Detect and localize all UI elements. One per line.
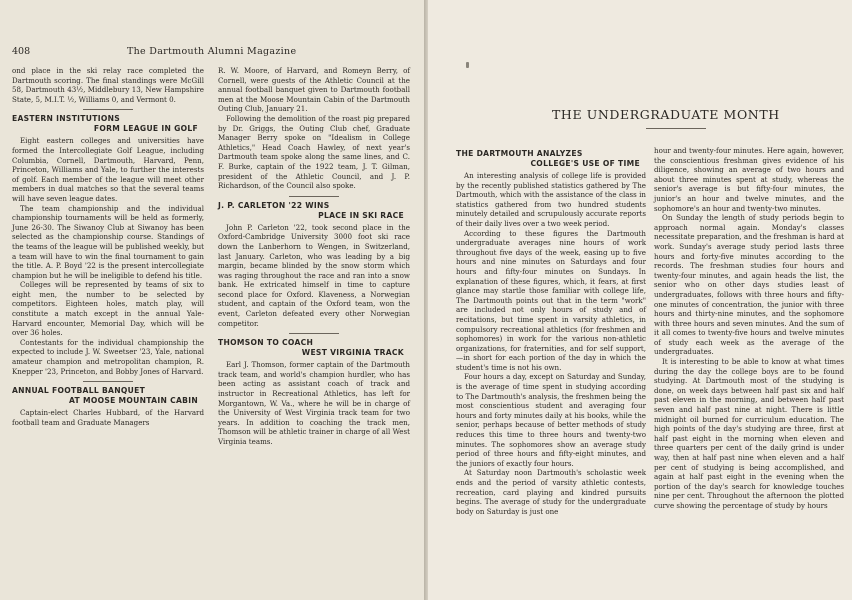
divider	[83, 381, 133, 382]
divider	[83, 109, 133, 110]
paragraph: Eight eastern colleges and universities have formed the Intercollegiate Golf League, including Columbia, Cornell, Dartmouth, Harvard, Penn, Princeton, Williams and Yale, to further the interests of golf. Each member of the league will meet other members in dual matches so that the several teams will have seven league dates.	[12, 136, 204, 203]
paragraph: Captain-elect Charles Hubbard, of the Harvard football team and Graduate Managers	[12, 408, 204, 427]
divider	[289, 333, 339, 334]
paragraph: It is interesting to be able to know at what times during the day the college boys are to be found studying. At Dartmouth most of the studying is done, on week days between half past six and half past eleven in the morning, and between half past seven and half past nine at night. There is little midnight oil burned for curriculum education. The high points of the day's studying are three, first at half past eight in the morning when eleven and three quarters per cent of the daily grind is under way, then at half past nine when eleven and a half per cent of studying is being accomplished, and again at half past eight in the evening when the portion of the day's search for knowledge touches nine per cent. Throughout the afternoon the plotted curve showing the percentage of study by hours	[654, 357, 844, 510]
running-title: The Dartmouth Alumni Magazine	[127, 46, 297, 57]
article-heading-ski	[218, 201, 410, 221]
section-title: THE UNDERGRADUATE MONTH	[552, 107, 780, 122]
heading-line-2: WEST VIRGINIA TRACK	[301, 348, 404, 358]
heading-line-2: AT MOOSE MOUNTAIN CABIN	[68, 396, 198, 406]
paragraph: Four hours a day, except on Saturday and Sunday, is the average of time spent in studying according to The Dartmouth's analysis, the freshmen being the most conscientious student and averaging four hours and forty minutes daily at his books, while the senior, perhaps because of better methods of study reduces this time to three hours and twenty-two minutes. The sophomores show an average study period of three hours and fifty-eight minutes, and the juniors of exactly four hours.	[456, 372, 646, 468]
left-column-2	[218, 66, 410, 447]
paragraph: R. W. Moore, of Harvard, and Romeyn Berry, of Cornell, were guests of the Athletic Council at the annual football banquet given to Dartmouth football men at the Moose Mountain Cabin of the Dartmouth Outing Club, January 21.	[218, 66, 410, 114]
article-heading-track	[218, 338, 410, 358]
paragraph: According to these figures the Dartmouth undergraduate averages nine hours of work throughout five days of the week, easing up to five hours and nine minutes on Saturdays and four hours and fifty-four minutes on Sundays. In explanation of these figures, which, it fears, at first glance may startle those familiar with college life, The Dartmouth points out that in the term "work" are included not only hours of study and of recitations, but time spent in varsity athletics, in compulsory recreational athletics (for freshmen and sophomores) in work for the various non-athletic organizations, for fraternities, and for self support,—in short for each portion of the day in which the student's time is not his own.	[456, 228, 646, 372]
divider	[289, 196, 339, 197]
paragraph: The team championship and the individual championship tournaments will be held as formerly, June 26-30. The Siwanoy Club at Siwanoy has been selected as the championship course. Standings of the teams of the league will be published weekly, but a team will have to win the final tournament to gain the title. A. P. Boyd '22 is the present intercollegiate champion but he will be ineligible to defend his title.	[12, 203, 204, 280]
page-header	[12, 46, 412, 60]
heading-line-1: J. P. CARLETON '22 WINS	[218, 200, 330, 210]
paragraph: Contestants for the individual championship the expected to include J. W. Sweetser '23, Yale, national amateur champion and metropolitan champion, R. Knepper '23, Princeton, and Bobby Jones of Harvard.	[12, 337, 204, 376]
heading-line-1: ANNUAL FOOTBALL BANQUET	[12, 386, 146, 396]
right-column-2	[654, 146, 844, 511]
paragraph: Colleges will be represented by teams of six to eight men, the number to be selected by competitors. Eighteen holes, match play, will constitute a match except in the annual Yale-Harvard encounter, Memorial Day, which will be over 36 holes.	[12, 280, 204, 338]
heading-line-2: FORM LEAGUE IN GOLF	[93, 124, 198, 134]
heading-line-1: THOMSON TO COACH	[218, 338, 314, 348]
paragraph: An interesting analysis of college life is provided by the recently published statistics gathered by The Dartmouth, which with the assistance of the class in statistics gathered from two hundred students minutely detailed and scrupulously accurate reports of their daily lives over a two week period.	[456, 171, 646, 228]
article-heading-banquet	[12, 386, 204, 406]
paragraph: ond place in the ski relay race completed the Dartmouth scoring. The final standings were McGill 58, Dartmouth 43½, Middlebury 13, New Hampshire State, 5, M.I.T. ½, Williams 0, and Vermont 0.	[12, 66, 204, 104]
heading-line-1: THE DARTMOUTH ANALYZES	[456, 149, 583, 158]
right-column-1	[456, 146, 646, 516]
paragraph: John P. Carleton '22, took second place in the Oxford-Cambridge University 3000 foot ski race down the Lanberhorn to Wengen, in Switzerland, last January. Carleton, who was leading by a big margin, became blinded by the snow storm which was raging throughout the race and ran into a snow bank. He extricated himself in time to capture second place for Oxford. Klaveness, a Norwegian student, and captain of the Oxford team, won the event, Carleton defeated every other Norwegian competitor.	[218, 222, 410, 328]
divider	[646, 128, 706, 129]
article-heading-golf	[12, 114, 204, 134]
paragraph: hour and twenty-four minutes. Here again, however, the conscientious freshman gives evidence of his diligence, showing an average of two hours and about three minutes spent at study, whereas the senior's average is but fifty-four minutes, the junior's an hour and twelve minutes, and the sophomore's an hour and twenty-two minutes.	[654, 146, 844, 213]
paragraph: Earl J. Thomson, former captain of the Dartmouth track team, and world's champion hurdler, who has been acting as assistant coach of track and instructor in Recreational Athletics, has left for Morgantown, W. Va., where he will be in charge of the University of West Virginia track team for two years. In addition to coaching the track men, Thomson will be athletic trainer in charge of all West Virginia teams.	[218, 360, 410, 446]
article-heading-analysis	[456, 149, 646, 169]
ink-mark	[466, 62, 469, 68]
heading-line-2: COLLEGE'S USE OF TIME	[530, 159, 640, 168]
left-page	[0, 0, 424, 600]
page-number: 408	[12, 46, 31, 57]
left-column-1	[12, 66, 204, 427]
paragraph: At Saturday noon Dartmouth's scholastic week ends and the period of varsity athletic contests, recreation, card playing and kindred pursuits begins. The average of study for the undergraduate body on Saturday is just one	[456, 468, 646, 516]
paragraph: Following the demolition of the roast pig prepared by Dr. Griggs, the Outing Club chef, Graduate Manager Berry spoke on "Idealism in College Athletics," Head Coach Hawley, of next year's Dartmouth team spoke along the same lines, and C. F. Burke, captain of the 1922 team, J. T. Gilman, president of the Athletic Council, and J. P. Richardson, of the Council also spoke.	[218, 113, 410, 191]
heading-line-2: PLACE IN SKI RACE	[318, 210, 404, 220]
right-page	[428, 0, 852, 600]
heading-line-1: EASTERN INSTITUTIONS	[12, 114, 121, 124]
paragraph: On Sunday the length of study periods begin to approach normal again. Monday's classes necessitate preparation, and the freshman is hard at work. Sunday's average study period lasts three hours and forty-five minutes according to the records. The freshman studies four hours and twenty-four minutes, and again heads the list, the senior who on other days studies least of undergraduates, follows with three hours and fifty-one minutes of concentration, the junior with three hours and thirty-nine minutes, and the sophomore with three hours and seven minutes. And the sum of it all comes to twenty-five hours and twelve minutes of study each week as the average of the undergraduates.	[654, 213, 844, 357]
